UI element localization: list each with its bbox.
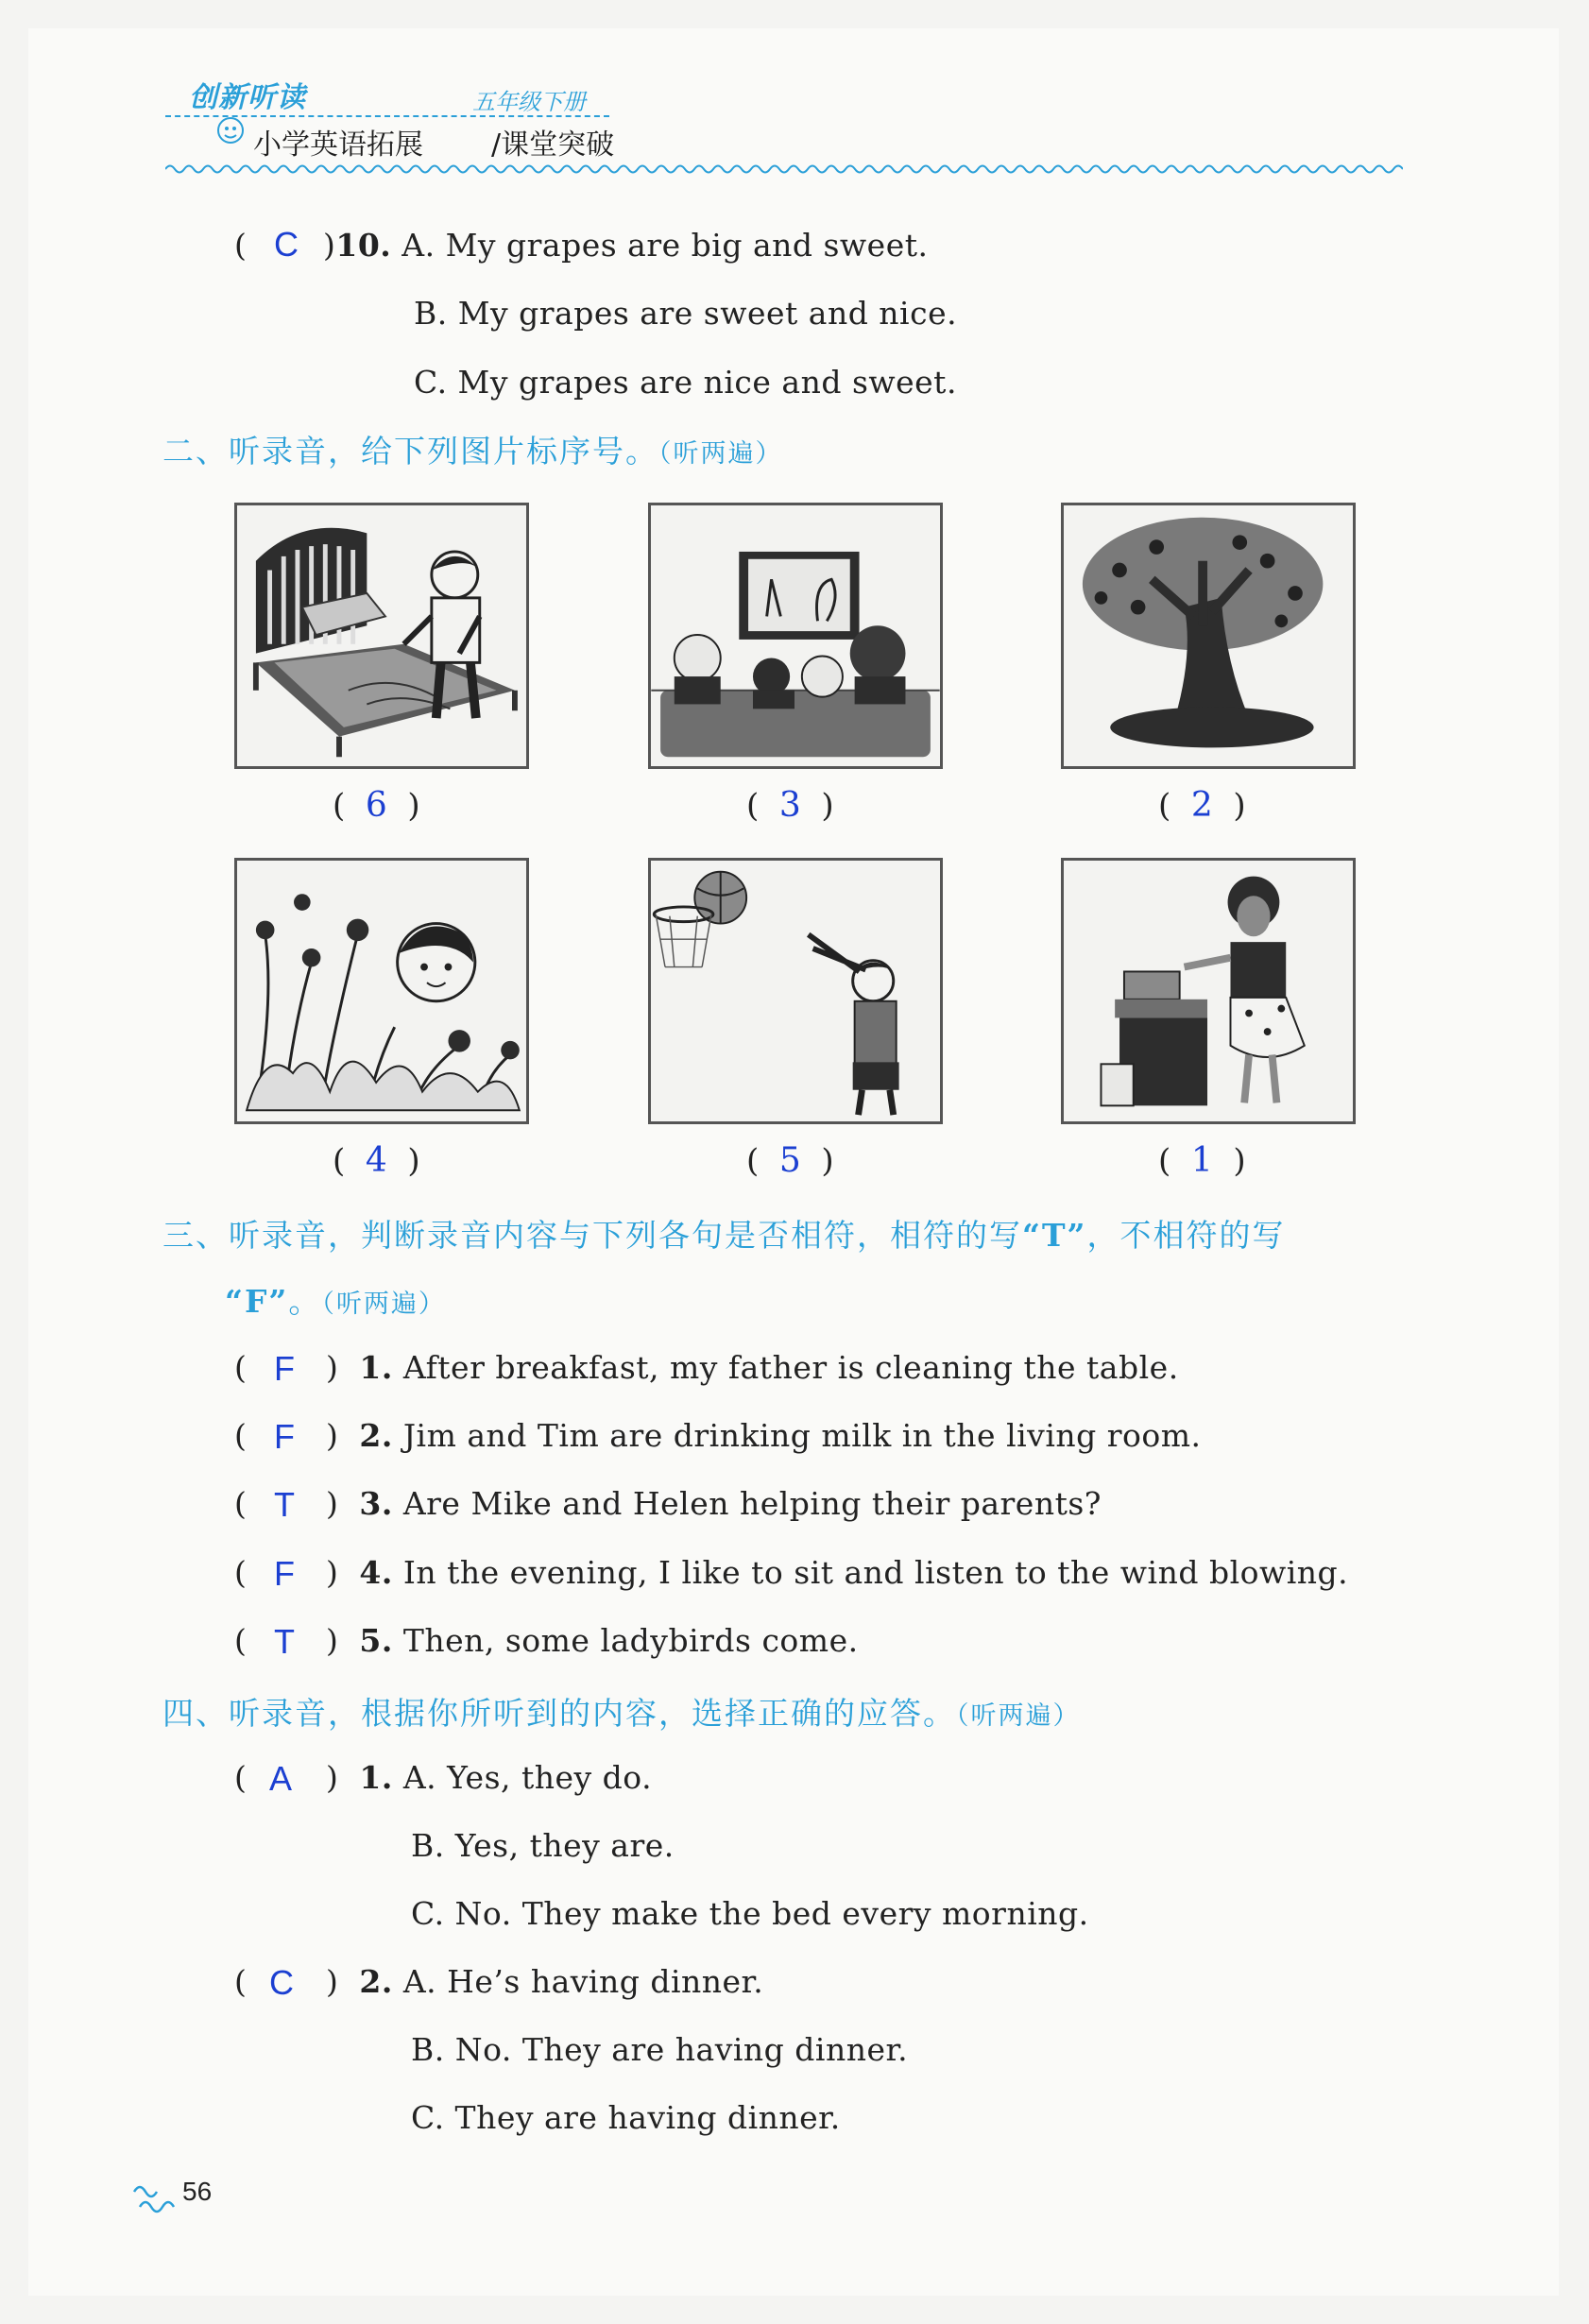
s3-q3-answer: T	[274, 1485, 295, 1524]
footer-wave-icon	[132, 2180, 185, 2218]
s3-q5-text: Then, some ladybirds come.	[402, 1622, 859, 1659]
s3-q2-answer: F	[274, 1417, 295, 1456]
s3-q3-text: Are Mike and Helen helping their parents?	[402, 1485, 1102, 1522]
grade-label: 五年级下册	[472, 89, 586, 115]
basketball-illustration	[651, 861, 940, 1121]
section3-title-cont: “F”。（听两遍）	[225, 1283, 446, 1320]
bed-illustration	[237, 505, 526, 766]
picture-3-answer: ( 2 )	[1158, 786, 1246, 825]
mascot-icon	[213, 111, 248, 147]
book-subtitle: /课堂突破	[491, 128, 615, 162]
s3-q2-text: Jim and Tim are drinking milk in the living room.	[402, 1417, 1202, 1454]
s4-q2-answer: C	[269, 1963, 294, 2002]
picture-4-answer: ( 4 )	[333, 1141, 420, 1180]
picture-1-answer: ( 6 )	[333, 786, 420, 825]
picture-family-watching-tv	[648, 503, 943, 769]
q10-option-c: C. My grapes are nice and sweet.	[414, 364, 957, 401]
s4-q2-option-b: B. No. They are having dinner.	[411, 2031, 909, 2068]
section2-title: 二、听录音，给下列图片标序号。（听两遍）	[162, 433, 783, 470]
q10-number: 10.	[335, 227, 392, 264]
brand-logo: 创新听读	[189, 81, 306, 114]
s3-q5-answer: T	[274, 1622, 295, 1661]
q10-answer: C	[274, 225, 299, 264]
picture-boy-in-flowers	[234, 858, 529, 1124]
s3-q1-answer: F	[274, 1349, 295, 1388]
picture-woman-cooking	[1061, 858, 1356, 1124]
flowers-illustration	[237, 861, 526, 1121]
s3-q4-answer: F	[274, 1554, 295, 1593]
s3-q4-text: In the evening, I like to sit and listen to the wind blowing.	[402, 1554, 1349, 1591]
s4-q1-option-c: C. No. They make the bed every morning.	[411, 1895, 1089, 1932]
s4-q1-option-a: A. Yes, they do.	[402, 1759, 653, 1796]
tv-illustration	[651, 505, 940, 766]
book-title: 小学英语拓展	[253, 128, 423, 162]
cooking-illustration	[1064, 861, 1353, 1121]
section4-title: 四、听录音，根据你所听到的内容，选择正确的应答。（听两遍）	[162, 1695, 1081, 1732]
picture-2-answer: ( 3 )	[746, 786, 834, 825]
s4-q1-answer: A	[269, 1759, 293, 1798]
page-number: 56	[182, 2177, 213, 2206]
s4-q1-option-b: B. Yes, they are.	[411, 1827, 675, 1864]
picture-5-answer: ( 5 )	[746, 1141, 834, 1180]
picture-tree-with-fruit	[1061, 503, 1356, 769]
s4-q2-option-a: A. He’s having dinner.	[402, 1963, 764, 2000]
answer-bracket-open: (	[234, 227, 247, 264]
q10-option-b: B. My grapes are sweet and nice.	[414, 295, 958, 332]
s3-q1-text: After breakfast, my father is cleaning the table.	[402, 1349, 1179, 1386]
s4-q2-option-c: C. They are having dinner.	[411, 2099, 841, 2136]
header-wave-divider	[165, 162, 1403, 176]
tree-illustration	[1064, 505, 1353, 766]
picture-boy-making-bed	[234, 503, 529, 769]
picture-boy-playing-basketball	[648, 858, 943, 1124]
q10-option-a: A. My grapes are big and sweet.	[402, 227, 929, 264]
picture-6-answer: ( 1 )	[1158, 1141, 1246, 1180]
q10-row: )10. A. My grapes are big and sweet.	[323, 227, 929, 264]
section3-title: 三、听录音，判断录音内容与下列各句是否相符，相符的写“T”，不相符的写	[162, 1217, 1286, 1254]
